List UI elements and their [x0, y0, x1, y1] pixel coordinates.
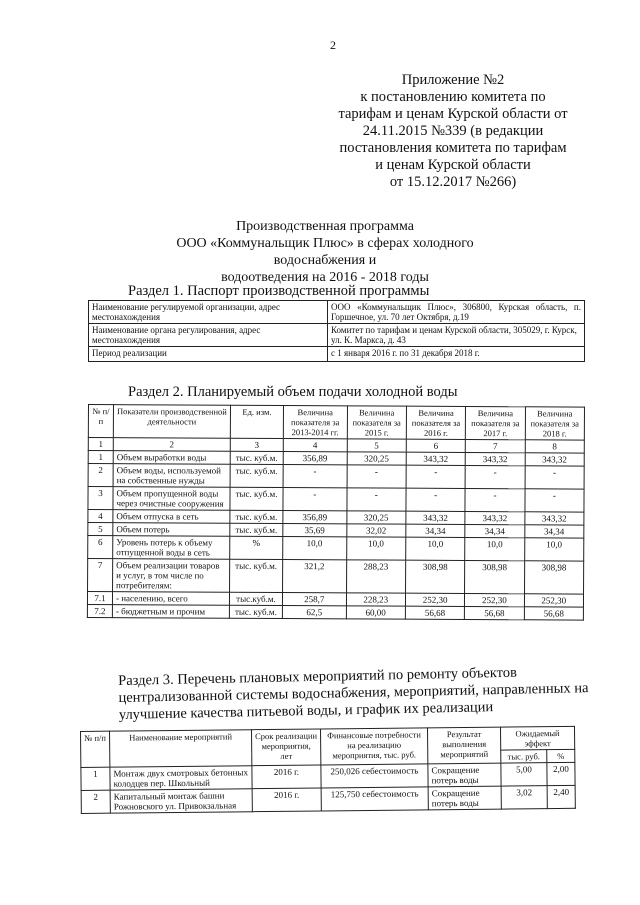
value-cell: 60,00 — [346, 606, 405, 619]
unit: тыс. куб.м. — [229, 605, 282, 618]
column-header: № п/п — [81, 731, 110, 767]
indicator-name: Объем потерь — [113, 523, 230, 537]
table-row — [88, 487, 584, 513]
value-cell: 10,0 — [346, 537, 405, 560]
value-cell: 56,68 — [405, 606, 464, 619]
title-line: Производственная программа — [236, 219, 414, 234]
effect-rub-cell: 3,02 — [501, 786, 547, 809]
unit: тыс. куб.м. — [230, 464, 283, 487]
appendix-line: тарифам и ценам Курской области от — [338, 106, 568, 122]
column-header: Результат выполнения мероприятий — [427, 727, 500, 764]
value-cell: - — [465, 465, 524, 488]
result-cell: Сокращение потерь воды — [428, 786, 501, 810]
appendix-line: к постановлению комитета по — [360, 89, 546, 105]
appendix-line: от 15.12.2017 №266) — [389, 174, 517, 190]
column-header: Срок реализации мероприятия, лет — [251, 729, 320, 766]
unit: тыс. куб.м. — [230, 523, 283, 536]
value-cell: - — [347, 488, 406, 511]
indicator-name: Объем воды, используемой на собственные нужды — [113, 464, 230, 488]
indicator-name: Объем реализации товаров и услуг, в том числе по потребителям: — [113, 559, 230, 593]
table-row — [88, 536, 584, 562]
value-cell: 320,25 — [347, 452, 406, 465]
document-title — [150, 218, 500, 286]
value-cell: - — [465, 488, 524, 511]
appendix-line: Приложение №2 — [401, 72, 505, 88]
indicator-name: Объем отпуска в сеть — [113, 510, 230, 524]
value-cell: 343,32 — [465, 511, 524, 524]
term-cell: 2016 г. — [252, 788, 321, 812]
value-cell: 252,30 — [405, 593, 464, 606]
table-row — [88, 464, 584, 490]
column-number: 7 — [466, 439, 525, 452]
value-cell: 252,30 — [524, 594, 583, 607]
column-header: Величина показателя за 2015 г. — [347, 406, 407, 439]
row-number: 7.2 — [87, 604, 112, 617]
value-cell: 10,0 — [406, 537, 465, 560]
passport-value: Комитет по тарифам и ценам Курской области, 305029, г. Курск, ул. К. Маркса, д. 43 — [328, 324, 585, 347]
effect-rub-cell: 5,00 — [501, 763, 547, 786]
column-header: Величина показателя за 2013-2014 гг. — [283, 406, 347, 439]
column-number: 3 — [230, 438, 283, 451]
unit: тыс. куб.м. — [230, 487, 283, 510]
value-cell: 32,02 — [346, 524, 405, 537]
passport-label: Наименование органа регулирования, адрес местонахождения — [89, 324, 328, 347]
term-cell: 2016 г. — [252, 765, 321, 789]
value-cell: 308,98 — [465, 560, 525, 593]
column-number: 6 — [406, 439, 465, 452]
value-cell: 228,23 — [346, 593, 405, 606]
column-number: 5 — [347, 439, 406, 452]
value-cell: 356,89 — [283, 452, 347, 465]
value-cell: 321,2 — [283, 560, 347, 593]
row-number: 2 — [88, 464, 113, 487]
value-cell: 34,34 — [406, 524, 465, 537]
table-row — [88, 559, 584, 595]
value-cell: 343,32 — [465, 452, 524, 465]
section1-heading: Раздел 1. Паспорт производственной программы — [128, 283, 430, 299]
row-number: 5 — [88, 523, 113, 536]
column-header: Наименование мероприятий — [110, 730, 252, 767]
title-line: ООО «Коммунальщик Плюс» в сферах холодного водоснабжения и — [176, 236, 474, 268]
row-number: 6 — [88, 536, 113, 559]
finance-cell: 250,026 себестоимость — [321, 764, 428, 788]
appendix-line: и ценам Курской области — [375, 157, 531, 173]
column-header: Ожидаемый эффект — [500, 726, 574, 750]
unit: тыс.куб.м. — [229, 592, 282, 605]
row-number: 4 — [88, 510, 113, 523]
title-line: водоотведения на 2016 - 2018 годы — [221, 270, 429, 285]
column-header: № п/п — [88, 405, 113, 438]
value-cell: 10,0 — [283, 537, 347, 560]
value-cell: 288,23 — [346, 560, 406, 593]
column-number: 1 — [88, 438, 113, 451]
row-number: 7.1 — [87, 592, 112, 605]
value-cell: 258,7 — [282, 593, 346, 606]
column-header: тыс. руб. — [501, 750, 547, 763]
passport-value: с 1 января 2016 г. по 31 декабря 2018 г. — [328, 347, 585, 362]
value-cell: - — [347, 465, 406, 488]
unit: тыс. куб.м. — [230, 559, 283, 592]
table-row — [89, 301, 585, 324]
column-header: Финансовые потребности на реализацию мероприятия, тыс. руб. — [320, 728, 427, 765]
row-number: 3 — [88, 487, 113, 510]
measures-table — [80, 726, 576, 814]
section2-heading: Раздел 2. Планируемый объем подачи холодной воды — [128, 384, 458, 400]
passport-value: ООО «Коммунальщик Плюс», 306800, Курская область, п. Горшечное, ул. 70 лет Октября, д.19 — [328, 301, 585, 324]
passport-label: Период реализации — [89, 347, 328, 362]
appendix-header — [318, 72, 588, 191]
value-cell: 10,0 — [465, 537, 524, 560]
value-cell: - — [283, 488, 347, 511]
water-volume-table — [87, 404, 585, 621]
value-cell: - — [525, 466, 584, 489]
value-cell: 343,32 — [406, 452, 465, 465]
value-cell: 10,0 — [524, 538, 583, 561]
value-cell: 343,32 — [525, 453, 584, 466]
unit: тыс. куб.м. — [230, 451, 283, 464]
indicator-name: - населению, всего — [112, 592, 229, 606]
value-cell: 320,25 — [346, 511, 405, 524]
table-row — [87, 604, 583, 620]
finance-cell: 125,750 себестоимость — [321, 787, 428, 811]
column-header: Величина показателя за 2017 г. — [466, 406, 526, 439]
effect-pct-cell: 2,40 — [547, 785, 575, 808]
indicator-name: Объем пропущенной воды через очистные сооружения — [113, 487, 230, 511]
passport-table — [88, 300, 585, 362]
value-cell: 62,5 — [282, 606, 346, 619]
indicator-name: Объем выработки воды — [113, 451, 230, 465]
table-row — [89, 347, 585, 362]
value-cell: 308,98 — [405, 560, 465, 593]
value-cell: - — [406, 465, 465, 488]
unit: % — [230, 536, 283, 559]
value-cell: 308,98 — [524, 561, 584, 594]
appendix-line: 24.11.2015 №339 (в редакции — [362, 123, 544, 139]
indicator-name: - бюджетным и прочим — [112, 605, 229, 619]
column-number: 8 — [525, 440, 584, 453]
value-cell: - — [406, 488, 465, 511]
unit: тыс. куб.м. — [230, 510, 283, 523]
table-header-row — [88, 405, 584, 441]
indicator-name: Уровень потерь к объему отпущенной воды в сеть — [113, 536, 230, 560]
column-header: Величина показателя за 2018 г. — [525, 407, 585, 440]
section3-heading: Раздел 3. Перечень плановых мероприятий по ремонту объектов централизованной системы водоснабжения, мероприятий, направленных на улучшение качества питьевой воды, и график их реализации — [118, 664, 589, 723]
effect-pct-cell: 2,00 — [547, 762, 575, 785]
measure-name: Монтаж двух смотровых бетонных колодцев пер. Школьный — [110, 766, 252, 790]
value-cell: 34,34 — [524, 525, 583, 538]
table-row — [89, 324, 585, 347]
row-number: 7 — [88, 559, 113, 592]
column-header: Ед. изм. — [230, 405, 283, 438]
appendix-line: постановления комитета по тарифам — [339, 140, 567, 156]
column-number: 2 — [113, 438, 230, 452]
column-header: % — [547, 749, 575, 762]
column-header: Показатели производственной деятельности — [113, 405, 230, 439]
value-cell: 343,32 — [524, 512, 583, 525]
measure-name: Капитальный монтаж башни Рожновского ул. Привокзальная — [110, 789, 252, 813]
passport-label: Наименование регулируемой организации, адрес местонахождения — [89, 301, 328, 324]
column-number: 4 — [283, 439, 347, 452]
value-cell: 56,68 — [465, 606, 524, 619]
value-cell: 34,34 — [465, 524, 524, 537]
row-number: 2 — [81, 790, 110, 813]
page-number: 2 — [330, 38, 336, 52]
value-cell: 356,89 — [283, 511, 347, 524]
value-cell: - — [283, 465, 347, 488]
table-row — [81, 785, 575, 813]
row-number: 1 — [88, 451, 113, 464]
value-cell: 35,69 — [283, 524, 347, 537]
column-header: Величина показателя за 2016 г. — [406, 406, 466, 439]
value-cell: - — [525, 489, 584, 512]
value-cell: 343,32 — [406, 511, 465, 524]
value-cell: 56,68 — [524, 607, 583, 620]
row-number: 1 — [81, 767, 110, 790]
value-cell: 252,30 — [465, 593, 524, 606]
result-cell: Сокращение потерь воды — [428, 763, 501, 787]
